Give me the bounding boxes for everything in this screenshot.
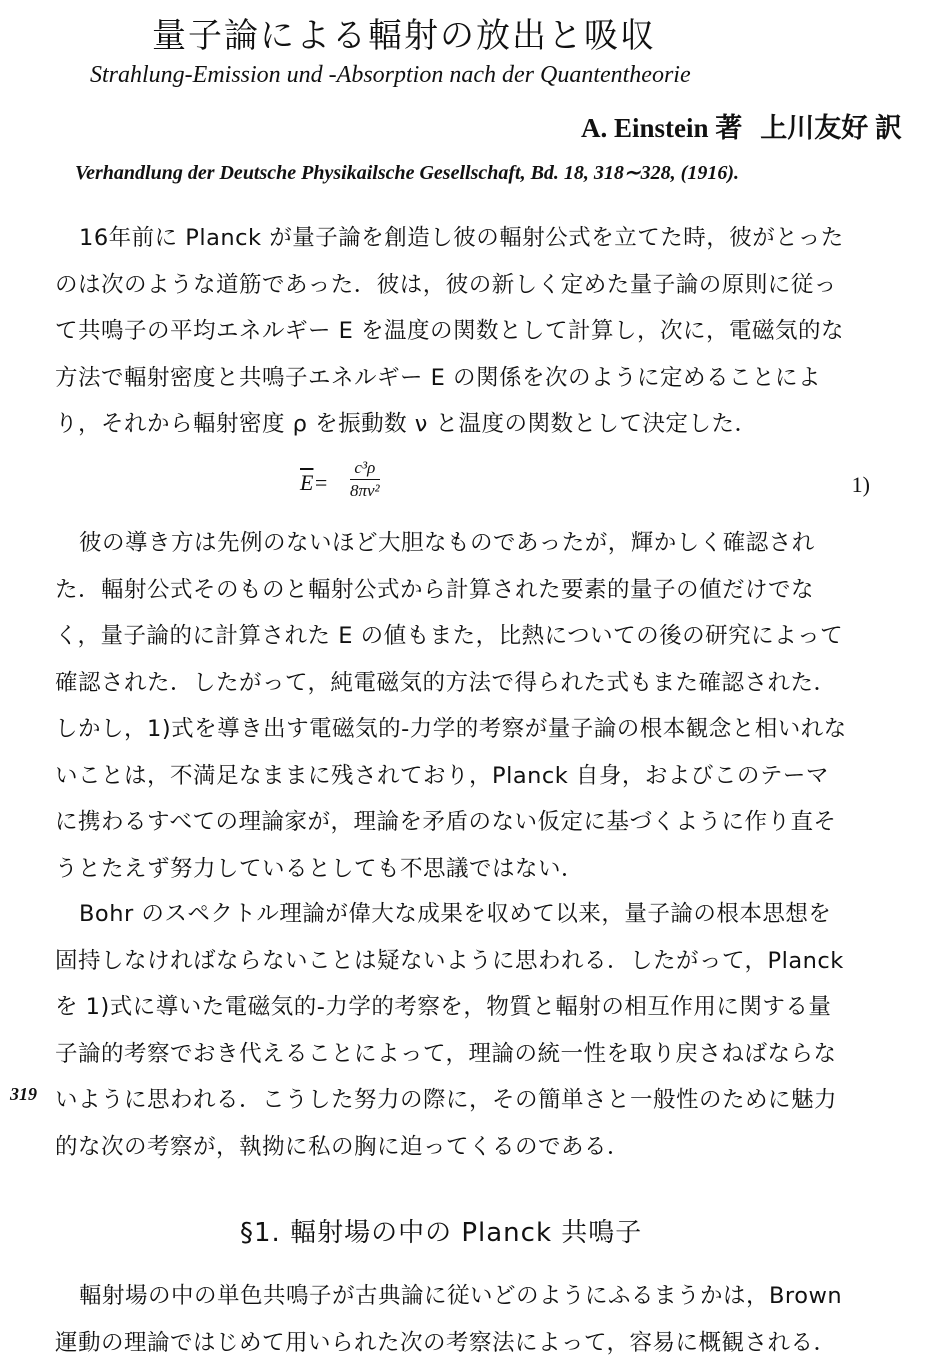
text-line: り，それから輻射密度 ρ を振動数 ν と温度の関数として決定した．: [55, 411, 758, 437]
text-line: に携わるすべての理論家が，理論を矛盾のない仮定に基づくように作り直そ: [55, 809, 837, 835]
text-line: 輻射場の中の単色共鳴子が古典論に従いどのようにふるまうかは，Brown: [79, 1283, 843, 1309]
section-heading: §1. 輻射場の中の Planck 共鳴子: [240, 1218, 643, 1248]
text-line: のは次のような道筋であった．彼は，彼の新しく定めた量子論の原則に従っ: [55, 271, 837, 298]
margin-page-number: 319: [10, 1084, 37, 1104]
german-subtitle: Strahlung-Emission und -Absorption nach der Quantentheorie: [90, 62, 691, 88]
text-line: しかし，1)式を導き出す電磁気的-力学的考察が量子論の根本観念と相いれな: [55, 716, 847, 742]
equation-fraction: [350, 458, 380, 501]
text-line: いように思われる．こうした努力の際に，その簡単さと一般性のために魅力: [55, 1087, 838, 1113]
text-line: 16年前に Planck が量子論を創造し彼の輻射公式を立てた時，彼がとった: [79, 225, 844, 251]
text-line: て共鳴子の平均エネルギー E を温度の関数として計算し，次に，電磁気的な: [55, 318, 845, 344]
text-line: Bohr のスペクトル理論が偉大な成果を収めて以来，量子論の根本思想を: [79, 901, 832, 927]
text-line: 的な次の考察が，執拗に私の胸に迫ってくるのである．: [55, 1133, 631, 1160]
text-line: いことは，不満足なままに残されており，Planck 自身，およびこのテーマ: [55, 762, 829, 789]
text-line: 方法で輻射密度と共鳴子エネルギー E の関係を次のように定めることによ: [55, 364, 822, 391]
text-line: た．輻射公式そのものと輻射公式から計算された要素的量子の値だけでな: [55, 576, 815, 603]
source-citation: Verhandlung der Deutsche Physikailsche Gesellschaft, Bd. 18, 318∼328, (1916).: [75, 162, 739, 184]
paragraph-section1: [55, 1273, 895, 1366]
text-line: く，量子論的に計算された E の値もまた，比熱についての後の研究によって: [55, 623, 844, 649]
byline: [581, 106, 902, 145]
paragraph-derivation: [55, 520, 895, 892]
author-credit: A. Einstein 著: [580, 113, 743, 143]
translator-credit: 上川友好 訳: [760, 113, 902, 143]
text-line: 子論的考察でおき代えることによって，理論の統一性を取り戻さねばならな: [55, 1040, 837, 1067]
text-line: 確認された．したがって，純電磁気的方法で得られた式もまた確認された．: [55, 669, 837, 696]
text-line: 運動の理論ではじめて用いられた次の考察法によって，容易に概観される．: [55, 1329, 837, 1356]
equation-1: [300, 458, 870, 508]
equation-number: 1): [851, 472, 870, 497]
equation-lhs: $\overline{E}=$: [300, 470, 329, 495]
text-line: うとたえず努力しているとしても不思議ではない．: [55, 855, 585, 882]
paper-title: 量子論による輻射の放出と吸収: [152, 16, 656, 56]
text-line: を 1)式に導いた電磁気的-力学的考察を，物質と輻射の相互作用に関する量: [55, 994, 832, 1020]
equation-numerator: c³ρ: [350, 458, 380, 480]
text-line: 固持しなければならないことは疑ないように思われる．したがって，Planck: [55, 947, 844, 974]
equation-denominator: 8πν²: [350, 481, 380, 500]
text-line: 彼の導き方は先例のないほど大胆なものであったが，輝かしく確認され: [79, 530, 815, 556]
paragraph-intro: [55, 215, 895, 448]
paragraph-bohr: [55, 891, 895, 1170]
